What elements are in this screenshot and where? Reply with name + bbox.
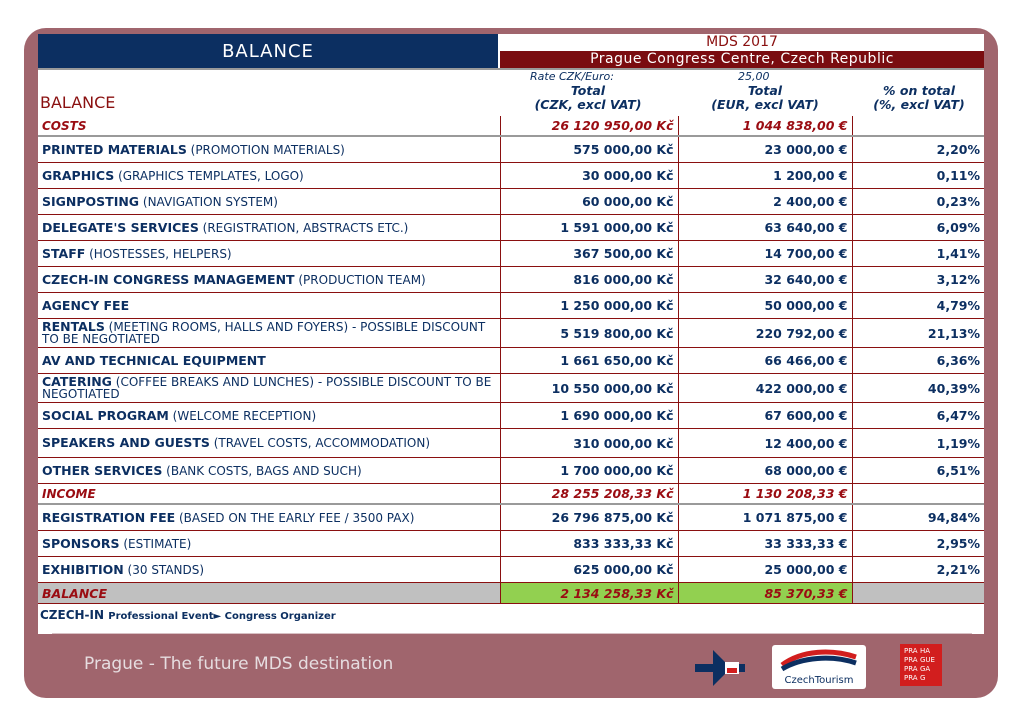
col-czk-header <box>500 84 676 112</box>
item-name <box>38 348 500 374</box>
item-title: RENTALS <box>42 319 105 334</box>
table-row <box>38 319 984 348</box>
item-pct: 6,36% <box>852 348 984 374</box>
costs-total-pct <box>852 116 984 136</box>
praha-logo-glyph: PRA <box>904 665 918 673</box>
praha-logo-glyph: GA <box>920 665 931 673</box>
col-eur-header <box>678 84 852 112</box>
item-title: PRINTED MATERIALS <box>42 142 187 157</box>
item-pct: 1,41% <box>852 241 984 267</box>
item-description: (COFFEE BREAKS AND LUNCHES) - POSSIBLE DISCOUNT TO BE NEGOTIATED <box>42 375 492 401</box>
item-eur: 220 792,00 € <box>678 319 852 348</box>
item-title: CZECH-IN CONGRESS MANAGEMENT <box>42 272 295 287</box>
col-czk-line1: Total <box>570 83 606 98</box>
table-row <box>38 189 984 215</box>
balance-sheet <box>38 34 984 634</box>
item-czk: 5 519 800,00 Kč <box>500 319 678 348</box>
table-row <box>38 241 984 267</box>
item-eur: 66 466,00 € <box>678 348 852 374</box>
income-total-pct <box>852 484 984 505</box>
rate-label: Rate CZK/Euro: <box>530 70 614 83</box>
item-description: (REGISTRATION, ABSTRACTS ETC.) <box>198 221 409 235</box>
item-eur: 50 000,00 € <box>678 293 852 319</box>
item-pct: 3,12% <box>852 267 984 293</box>
praha-logo-glyph: PRA <box>904 674 918 682</box>
item-czk: 1 690 000,00 Kč <box>500 403 678 429</box>
item-czk: 816 000,00 Kč <box>500 267 678 293</box>
item-name <box>38 557 500 583</box>
czech-in-logo <box>695 650 747 690</box>
income-total-eur: 1 130 208,33 € <box>678 484 852 505</box>
balance-title: BALANCE <box>38 34 498 68</box>
item-title: SPONSORS <box>42 536 120 551</box>
col-eur-line2: (EUR, excl VAT) <box>711 97 819 112</box>
item-czk: 367 500,00 Kč <box>500 241 678 267</box>
item-name <box>38 267 500 293</box>
item-pct: 1,19% <box>852 429 984 458</box>
item-description: (PROMOTION MATERIALS) <box>186 143 345 157</box>
table-row <box>38 531 984 557</box>
item-description: (BASED ON THE EARLY FEE / 3500 PAX) <box>175 511 415 525</box>
item-pct: 0,11% <box>852 163 984 189</box>
item-description: (GRAPHICS TEMPLATES, LOGO) <box>114 169 304 183</box>
footer-org-name: CZECH-IN <box>40 608 105 622</box>
costs-label: COSTS <box>38 116 500 136</box>
table-row <box>38 163 984 189</box>
item-title: REGISTRATION FEE <box>42 510 176 525</box>
footer-tagline: Professional Event► Congress Organizer <box>108 611 336 622</box>
income-total-czk: 28 255 208,33 Kč <box>500 484 678 505</box>
costs-total-czk: 26 120 950,00 Kč <box>500 116 678 136</box>
item-pct: 4,79% <box>852 293 984 319</box>
item-name <box>38 403 500 429</box>
item-description: (MEETING ROOMS, HALLS AND FOYERS) - POSSIBLE DISCOUNT TO BE NEGOTIATED <box>42 320 486 346</box>
slogan: Prague - The future MDS destination <box>84 654 394 674</box>
item-description: (TRAVEL COSTS, ACCOMMODATION) <box>209 436 430 450</box>
table-row <box>38 267 984 293</box>
col-eur-line1: Total <box>747 83 783 98</box>
item-name <box>38 163 500 189</box>
col-pct-line2: (%, excl VAT) <box>873 97 965 112</box>
item-czk: 1 591 000,00 Kč <box>500 215 678 241</box>
table-row <box>38 136 984 163</box>
item-name <box>38 531 500 557</box>
item-eur: 1 200,00 € <box>678 163 852 189</box>
item-title: STAFF <box>42 246 86 261</box>
balance-eur: 85 370,33 € <box>678 583 852 604</box>
item-description: (NAVIGATION SYSTEM) <box>139 195 278 209</box>
item-title: AV AND TECHNICAL EQUIPMENT <box>42 353 266 368</box>
item-title: CATERING <box>42 374 112 389</box>
item-name <box>38 504 500 531</box>
item-pct: 6,47% <box>852 403 984 429</box>
table-row <box>38 403 984 429</box>
item-eur: 12 400,00 € <box>678 429 852 458</box>
czechtourism-logo <box>772 645 866 689</box>
item-eur: 1 071 875,00 € <box>678 504 852 531</box>
costs-total-eur: 1 044 838,00 € <box>678 116 852 136</box>
section-row-income <box>38 484 984 505</box>
table-row <box>38 504 984 531</box>
event-title: MDS 2017 <box>500 34 984 51</box>
item-eur: 23 000,00 € <box>678 136 852 163</box>
item-czk: 1 700 000,00 Kč <box>500 458 678 484</box>
item-description: (ESTIMATE) <box>119 537 192 551</box>
col-pct-header <box>854 84 984 112</box>
item-czk: 1 250 000,00 Kč <box>500 293 678 319</box>
column-header <box>38 83 984 115</box>
item-pct: 2,21% <box>852 557 984 583</box>
praha-logo-glyph: G <box>920 674 926 682</box>
item-czk: 1 661 650,00 Kč <box>500 348 678 374</box>
item-czk: 310 000,00 Kč <box>500 429 678 458</box>
item-name <box>38 215 500 241</box>
item-eur: 67 600,00 € <box>678 403 852 429</box>
item-name <box>38 429 500 458</box>
item-description: (PRODUCTION TEAM) <box>294 273 426 287</box>
item-pct: 21,13% <box>852 319 984 348</box>
item-description: (30 STANDS) <box>123 563 205 577</box>
item-czk: 833 333,33 Kč <box>500 531 678 557</box>
praha-logo-glyph: PRA <box>904 647 918 655</box>
item-eur: 32 640,00 € <box>678 267 852 293</box>
item-title: OTHER SERVICES <box>42 463 163 478</box>
item-name <box>38 189 500 215</box>
item-description: (WELCOME RECEPTION) <box>168 409 317 423</box>
praha-logo-glyph: HA <box>920 647 931 655</box>
praha-logo-glyph: PRA <box>904 656 918 664</box>
item-eur: 68 000,00 € <box>678 458 852 484</box>
rate-value: 25,00 <box>738 70 770 83</box>
balance-table <box>38 116 984 604</box>
venue-title: Prague Congress Centre, Czech Republic <box>500 51 984 68</box>
item-title: DELEGATE'S SERVICES <box>42 220 199 235</box>
item-eur: 2 400,00 € <box>678 189 852 215</box>
table-row <box>38 429 984 458</box>
item-czk: 10 550 000,00 Kč <box>500 374 678 403</box>
item-czk: 625 000,00 Kč <box>500 557 678 583</box>
income-label: INCOME <box>38 484 500 505</box>
item-pct: 2,95% <box>852 531 984 557</box>
item-czk: 60 000,00 Kč <box>500 189 678 215</box>
item-eur: 14 700,00 € <box>678 241 852 267</box>
table-row <box>38 374 984 403</box>
balance-label: BALANCE <box>38 583 500 604</box>
table-row <box>38 293 984 319</box>
item-title: SPEAKERS AND GUESTS <box>42 435 210 450</box>
item-name <box>38 374 500 403</box>
footer-divider <box>52 633 972 634</box>
item-name <box>38 319 500 348</box>
balance-row <box>38 583 984 604</box>
item-name <box>38 458 500 484</box>
item-pct: 2,20% <box>852 136 984 163</box>
item-eur: 25 000,00 € <box>678 557 852 583</box>
item-pct: 94,84% <box>852 504 984 531</box>
item-pct: 40,39% <box>852 374 984 403</box>
item-description: (BANK COSTS, BAGS AND SUCH) <box>162 464 362 478</box>
item-name <box>38 241 500 267</box>
czechtourism-logo-text: CzechTourism <box>784 675 854 686</box>
item-name <box>38 293 500 319</box>
exchange-rate-bar <box>38 68 984 84</box>
footer-org <box>40 608 336 622</box>
item-eur: 63 640,00 € <box>678 215 852 241</box>
item-pct: 6,09% <box>852 215 984 241</box>
praha-logo-glyph: GUE <box>920 656 935 664</box>
table-row <box>38 557 984 583</box>
table-row <box>38 215 984 241</box>
item-eur: 422 000,00 € <box>678 374 852 403</box>
item-description: (HOSTESSES, HELPERS) <box>85 247 232 261</box>
item-title: SIGNPOSTING <box>42 194 140 209</box>
table-row <box>38 458 984 484</box>
balance-pct <box>852 583 984 604</box>
item-pct: 6,51% <box>852 458 984 484</box>
item-title: GRAPHICS <box>42 168 115 183</box>
col-czk-line2: (CZK, excl VAT) <box>534 97 642 112</box>
balance-czk: 2 134 258,33 Kč <box>500 583 678 604</box>
item-czk: 30 000,00 Kč <box>500 163 678 189</box>
section-heading: BALANCE <box>40 93 116 112</box>
item-title: EXHIBITION <box>42 562 124 577</box>
section-row-costs <box>38 116 984 136</box>
table-row <box>38 348 984 374</box>
item-title: SOCIAL PROGRAM <box>42 408 169 423</box>
item-czk: 575 000,00 Kč <box>500 136 678 163</box>
item-name <box>38 136 500 163</box>
item-eur: 33 333,33 € <box>678 531 852 557</box>
item-czk: 26 796 875,00 Kč <box>500 504 678 531</box>
item-title: AGENCY FEE <box>42 298 130 313</box>
col-pct-line1: % on total <box>883 83 955 98</box>
praha-logo <box>900 644 942 686</box>
item-pct: 0,23% <box>852 189 984 215</box>
